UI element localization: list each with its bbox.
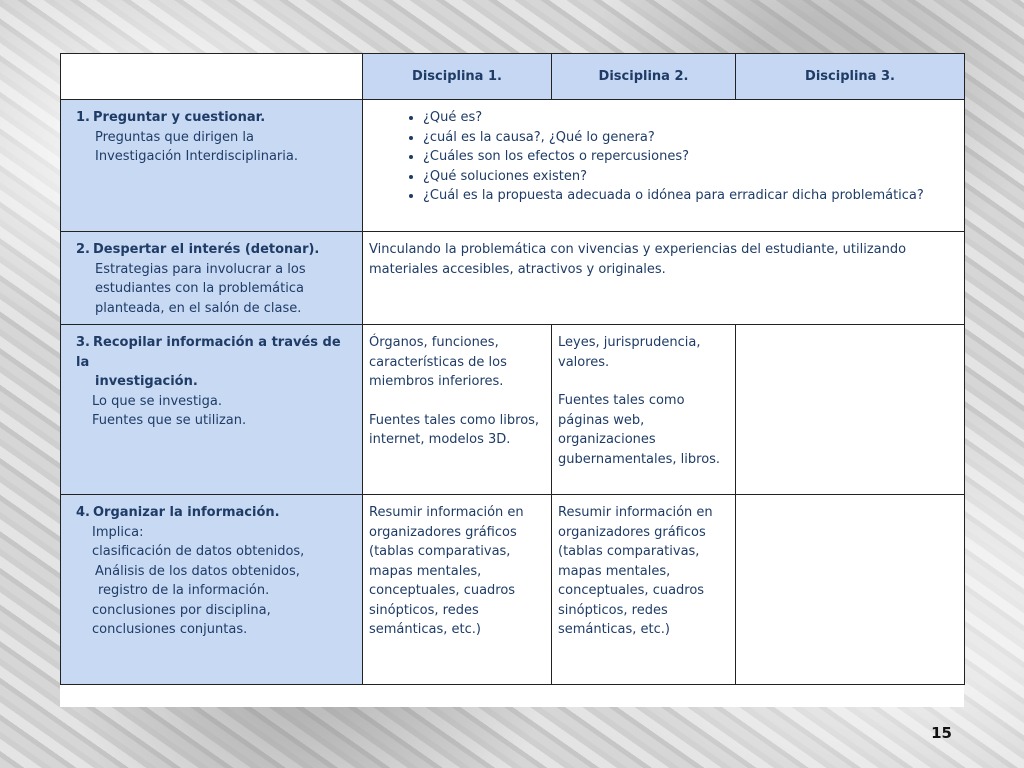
table-row bbox=[61, 232, 965, 325]
row-4-desc-line: Análisis de los datos obtenidos, bbox=[95, 563, 300, 579]
header-blank-cell bbox=[61, 54, 363, 100]
row-3-d1-content: Órganos, funciones, características de los miembros inferiores. bbox=[369, 335, 507, 389]
row-2-desc-line: Estrategias para involucrar a los bbox=[95, 261, 306, 277]
row-4-number: 4. bbox=[76, 505, 90, 520]
table-row bbox=[61, 100, 965, 232]
row-4-desc-line: Implica: bbox=[92, 524, 144, 540]
list-item: • ¿cuál es la causa?, ¿Qué lo genera? bbox=[423, 128, 958, 148]
row-4-desc-line: conclusiones conjuntas. bbox=[92, 622, 248, 637]
row-3-d2-content: Leyes, jurisprudencia, valores. bbox=[558, 335, 701, 370]
table-row bbox=[61, 325, 965, 495]
header-disciplina-1: Disciplina 1. bbox=[363, 54, 552, 100]
row-1-title: Preguntar y cuestionar. bbox=[93, 110, 266, 125]
row-3-disciplina-1 bbox=[363, 325, 552, 495]
row-4-disciplina-1: Resumir información en organizadores gráficos (tablas comparativas, mapas mentales, conceptuales, cuadros sinópticos, redes semánticas, etc.) bbox=[363, 495, 552, 685]
page-number: 15 bbox=[931, 724, 952, 742]
table-header-row bbox=[61, 54, 965, 100]
list-item: • ¿Qué soluciones existen? bbox=[423, 167, 958, 187]
row-3-number: 3. bbox=[76, 335, 90, 350]
row-3-desc-line: Fuentes que se utilizan. bbox=[92, 413, 247, 428]
row-1-stage bbox=[61, 100, 363, 232]
row-2-desc-line: estudiantes con la problemática bbox=[95, 281, 304, 296]
row-2-number: 2. bbox=[76, 242, 90, 257]
row-3-d2-sources: Fuentes tales como páginas web, organizaciones gubernamentales, libros. bbox=[558, 393, 721, 467]
table-row bbox=[61, 495, 965, 685]
row-4-desc-line: registro de la información. bbox=[98, 583, 270, 598]
row-4-title: Organizar la información. bbox=[93, 505, 280, 520]
row-2-title: Despertar el interés (detonar). bbox=[93, 242, 320, 257]
row-3-title-line1: Recopilar información a través de la bbox=[76, 335, 341, 370]
list-item: • ¿Cuál es la propuesta adecuada o idónea para erradicar dicha problemática? bbox=[423, 186, 958, 206]
header-disciplina-2: Disciplina 2. bbox=[552, 54, 736, 100]
row-2-stage bbox=[61, 232, 363, 325]
row-4-desc-line: clasificación de datos obtenidos, bbox=[92, 544, 305, 559]
row-4-desc-line: conclusiones por disciplina, bbox=[92, 602, 271, 618]
row-2-text: Vinculando la problemática con vivencias y experiencias del estudiante, utilizando materiales accesibles, atractivos y originales. bbox=[363, 232, 965, 325]
row-4-disciplina-3 bbox=[736, 495, 965, 685]
row-4-disciplina-2: Resumir información en organizadores gráficos (tablas comparativas, mapas mentales, conceptuales, cuadros sinópticos, redes semánticas, etc.) bbox=[552, 495, 736, 685]
discipline-table bbox=[60, 53, 965, 685]
row-2-desc-line: planteada, en el salón de clase. bbox=[95, 300, 302, 316]
list-item: • ¿Cuáles son los efectos o repercusiones? bbox=[423, 147, 958, 167]
row-3-desc-line: Lo que se investiga. bbox=[92, 393, 222, 409]
questions-list bbox=[369, 108, 958, 206]
row-1-questions bbox=[363, 100, 965, 232]
row-3-title-line2: investigación. bbox=[95, 374, 198, 389]
row-1-desc-line: Investigación Interdisciplinaria. bbox=[95, 149, 298, 164]
row-3-d1-sources: Fuentes tales como libros, internet, modelos 3D. bbox=[369, 412, 540, 447]
row-1-desc-line: Preguntas que dirigen la bbox=[95, 129, 255, 145]
header-disciplina-3: Disciplina 3. bbox=[736, 54, 965, 100]
row-1-number: 1. bbox=[76, 110, 90, 125]
row-3-disciplina-2 bbox=[552, 325, 736, 495]
row-4-stage bbox=[61, 495, 363, 685]
list-item: • ¿Qué es? bbox=[423, 108, 958, 128]
row-3-disciplina-3 bbox=[736, 325, 965, 495]
slide bbox=[60, 53, 964, 707]
row-3-stage bbox=[61, 325, 363, 495]
